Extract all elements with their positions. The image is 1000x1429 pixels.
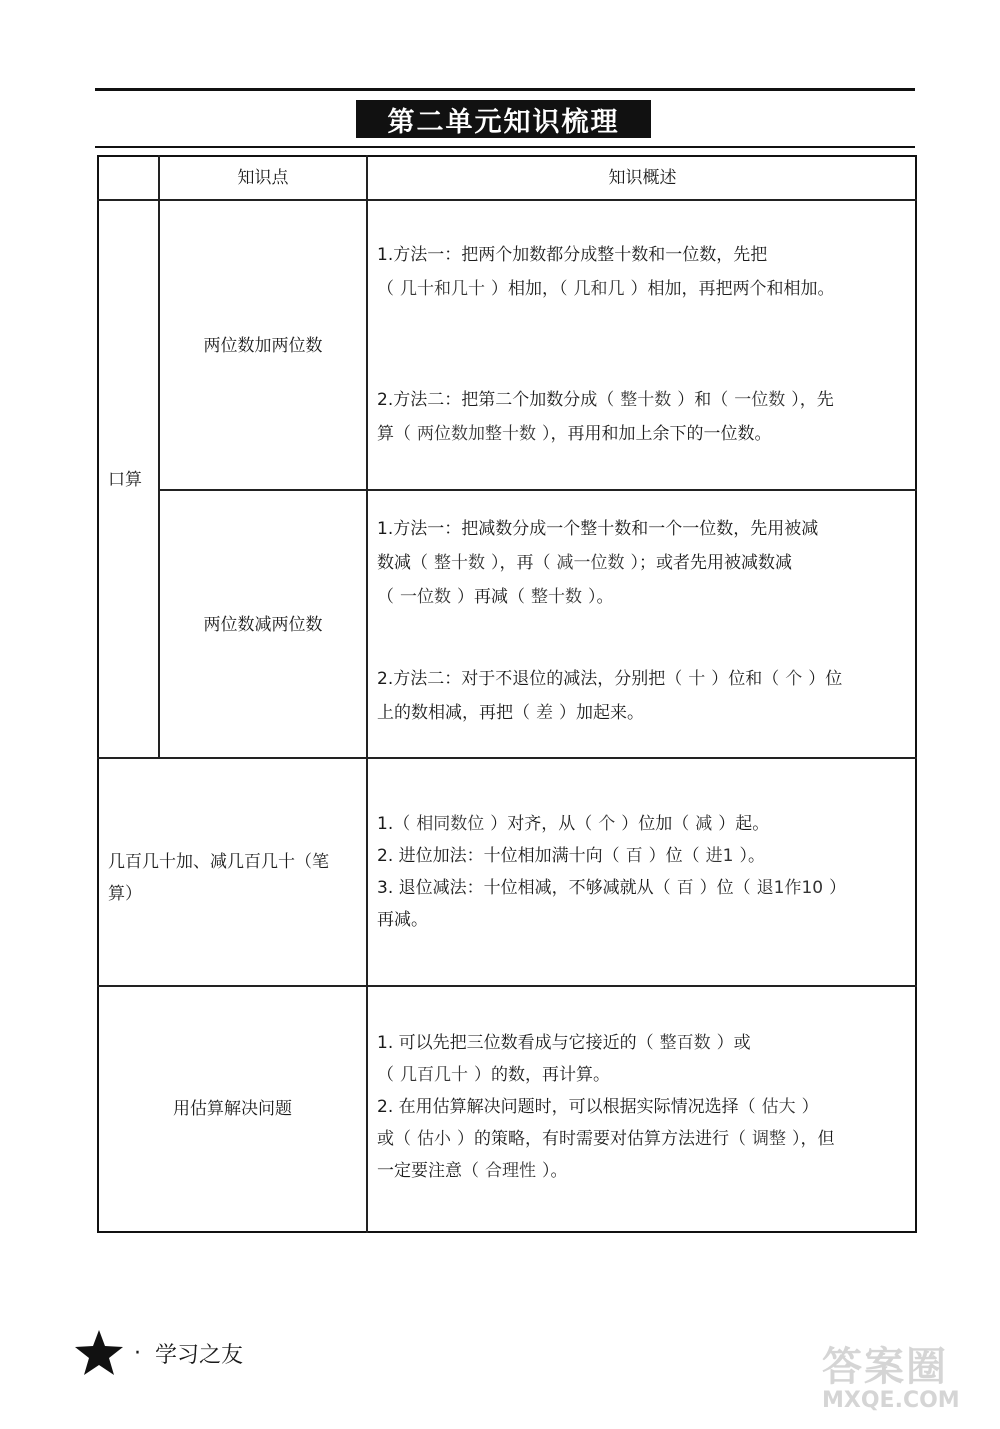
point-subtract-two-digit: 两位数减两位数 [203, 615, 323, 635]
row2-m2-line1: 2.方法二：对于不退位的减法，分别把（ 十 ）位和（ 个 ）位 [377, 662, 909, 696]
answer-fill: 几十和几十 [400, 279, 485, 299]
answer-fill: 减 [695, 814, 713, 834]
answer-fill: 几和几 [573, 279, 625, 299]
top-rule [95, 88, 915, 91]
row1-m1-line2: （ 几十和几十 ）相加，（ 几和几 ）相加，再把两个和相加。 [377, 272, 909, 306]
row4-line2: （ 几百几十 ）的数，再计算。 [377, 1059, 909, 1091]
page-footer [72, 1328, 243, 1378]
col-divider-1 [158, 155, 160, 758]
answer-fill: 整十数 [620, 390, 672, 410]
row2-method2 [377, 662, 909, 730]
answer-fill: 百 [676, 878, 694, 898]
row2-m2-line2: 上的数相减，再把（ 差 ）加起来。 [377, 696, 909, 730]
row2-m1-line3: （ 一位数 ）再减（ 整十数 ）。 [377, 580, 909, 614]
row1-method2 [377, 383, 909, 451]
answer-fill: 估大 [761, 1097, 796, 1117]
row1-m2-line2: 算（ 两位数加整十数 ），再用和加上余下的一位数。 [377, 417, 909, 451]
header-divider [97, 199, 917, 201]
title-rule [95, 146, 915, 148]
row1-m1-line1: 1.方法一：把两个加数都分成整十数和一位数，先把 [377, 245, 768, 265]
answer-fill: 几百几十 [400, 1065, 468, 1085]
row4-overview [377, 1027, 909, 1187]
col-divider-2 [366, 155, 368, 1233]
point-hundreds-written [108, 846, 364, 910]
row-divider-2 [97, 757, 917, 759]
answer-fill: 合理性 [485, 1161, 536, 1181]
row1-method1 [377, 238, 909, 306]
answer-fill: 两位数加整十数 [417, 424, 536, 444]
row3-line3: 3. 退位减法：十位相减，不够减就从（ 百 ）位（ 退1作10 ） [377, 872, 909, 904]
answer-fill: 一位数 [734, 390, 786, 410]
answer-fill: 整十数 [434, 553, 485, 573]
answer-fill: 整百数 [659, 1033, 711, 1053]
answer-fill: 整十数 [531, 587, 582, 607]
row4-line3: 2. 在用估算解决问题时，可以根据实际情况选择（ 估大 ） [377, 1091, 909, 1123]
watermark-top: 答案圈 [822, 1344, 948, 1390]
header-overview: 知识概述 [608, 168, 677, 188]
row4-line1: 1. 可以先把三位数看成与它接近的（ 整百数 ）或 [377, 1027, 909, 1059]
header-knowledge-point: 知识点 [237, 168, 289, 188]
answer-fill: 减一位数 [556, 553, 625, 573]
row-divider-1 [158, 489, 917, 491]
answer-fill: 百 [625, 846, 643, 866]
row3-line1: 1.（ 相同数位 ）对齐，从（ 个 ）位加（ 减 ）起。 [377, 808, 909, 840]
row2-method1 [377, 512, 909, 614]
row3-overview [377, 808, 909, 936]
page-title: 第二单元知识梳理 [356, 100, 651, 138]
answer-fill: 相同数位 [416, 814, 485, 834]
answer-fill: 一位数 [400, 587, 451, 607]
answer-fill: 十 [688, 669, 706, 689]
row2-m1-line1: 1.方法一：把减数分成一个整十数和一个一位数，先用被减 [377, 519, 819, 539]
watermark-logo [822, 1335, 992, 1415]
answer-fill: 退1作10 [756, 878, 824, 898]
watermark-bottom: MXQE.COM [822, 1388, 960, 1413]
point-hundreds-line2: 算） [108, 884, 142, 904]
row1-m2-line1: 2.方法二：把第二个加数分成（ 整十数 ）和（ 一位数 ），先 [377, 383, 909, 417]
star-icon [72, 1328, 126, 1378]
row2-m1-line2: 数减（ 整十数 ），再（ 减一位数 ）；或者先用被减数减 [377, 546, 909, 580]
answer-fill: 个 [785, 669, 803, 689]
point-add-two-digit: 两位数加两位数 [203, 336, 323, 356]
answer-fill: 差 [536, 703, 553, 723]
answer-fill: 调整 [752, 1129, 786, 1149]
row4-line5: 一定要注意（ 合理性 ）。 [377, 1155, 909, 1187]
answer-fill: 估小 [417, 1129, 451, 1149]
answer-fill: 个 [598, 814, 616, 834]
row4-line4: 或（ 估小 ）的策略，有时需要对估算方法进行（ 调整 ），但 [377, 1123, 909, 1155]
footer-separator: · [134, 1340, 141, 1366]
point-estimation: 用估算解决问题 [173, 1099, 292, 1119]
row3-line4: 再减。 [377, 910, 428, 930]
section-oral-calculation: 口算 [108, 470, 142, 490]
row-divider-3 [97, 985, 917, 987]
footer-brand: 学习之友 [155, 1342, 244, 1368]
point-hundreds-line1: 几百几十加、减几百几十（笔 [108, 852, 329, 872]
row3-line2: 2. 进位加法：十位相加满十向（ 百 ）位（ 进1 ）。 [377, 840, 909, 872]
answer-fill: 进1 [705, 846, 734, 866]
